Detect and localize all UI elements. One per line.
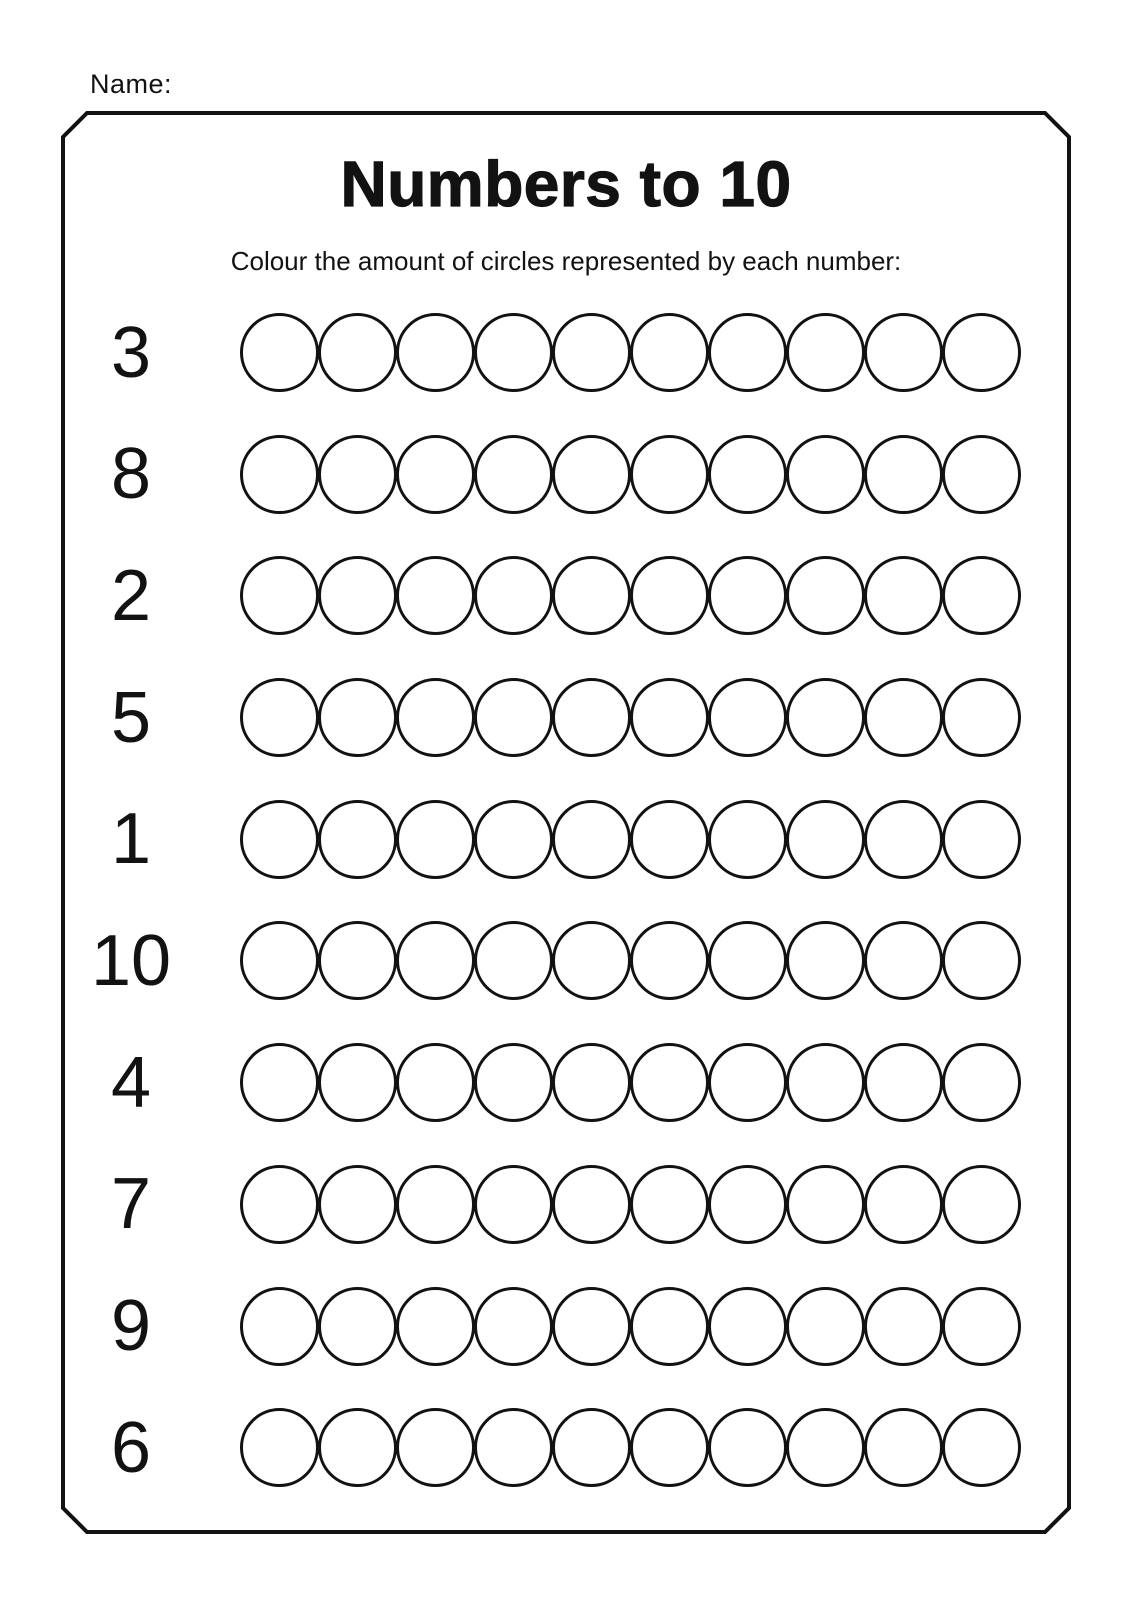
colour-circle[interactable] bbox=[864, 800, 943, 879]
colour-circle[interactable] bbox=[786, 678, 865, 757]
colour-circle[interactable] bbox=[630, 678, 709, 757]
colour-circle[interactable] bbox=[318, 313, 397, 392]
colour-circle[interactable] bbox=[474, 1043, 553, 1122]
colour-circle[interactable] bbox=[240, 921, 319, 1000]
colour-circle[interactable] bbox=[942, 435, 1021, 514]
colour-circle[interactable] bbox=[474, 435, 553, 514]
colour-circle[interactable] bbox=[864, 921, 943, 1000]
colour-circle[interactable] bbox=[864, 1287, 943, 1366]
worksheet-row bbox=[61, 657, 1071, 779]
colour-circle[interactable] bbox=[318, 800, 397, 879]
colour-circle[interactable] bbox=[474, 800, 553, 879]
colour-circle[interactable] bbox=[630, 1165, 709, 1244]
colour-circle[interactable] bbox=[708, 556, 787, 635]
worksheet-row bbox=[61, 1144, 1071, 1266]
colour-circle[interactable] bbox=[708, 435, 787, 514]
worksheet-rows bbox=[61, 292, 1071, 1509]
colour-circle[interactable] bbox=[396, 800, 475, 879]
worksheet-row bbox=[61, 778, 1071, 900]
colour-circle[interactable] bbox=[630, 800, 709, 879]
colour-circle[interactable] bbox=[240, 1043, 319, 1122]
colour-circle[interactable] bbox=[318, 435, 397, 514]
colour-circle[interactable] bbox=[240, 1165, 319, 1244]
colour-circle[interactable] bbox=[942, 1408, 1021, 1487]
row-number-label: 5 bbox=[110, 677, 152, 758]
colour-circle[interactable] bbox=[318, 1165, 397, 1244]
colour-circle[interactable] bbox=[708, 678, 787, 757]
worksheet-row bbox=[61, 535, 1071, 657]
colour-circle[interactable] bbox=[786, 800, 865, 879]
colour-circle[interactable] bbox=[786, 1165, 865, 1244]
circle-row bbox=[240, 1043, 1021, 1122]
colour-circle[interactable] bbox=[318, 921, 397, 1000]
colour-circle[interactable] bbox=[474, 313, 553, 392]
worksheet-row bbox=[61, 1022, 1071, 1144]
colour-circle[interactable] bbox=[942, 1165, 1021, 1244]
row-number-label: 6 bbox=[110, 1407, 152, 1488]
colour-circle[interactable] bbox=[552, 678, 631, 757]
colour-circle[interactable] bbox=[240, 1408, 319, 1487]
colour-circle[interactable] bbox=[708, 1043, 787, 1122]
colour-circle[interactable] bbox=[474, 1287, 553, 1366]
row-number-label: 4 bbox=[110, 1042, 152, 1123]
colour-circle[interactable] bbox=[552, 1408, 631, 1487]
colour-circle[interactable] bbox=[786, 435, 865, 514]
colour-circle[interactable] bbox=[552, 435, 631, 514]
colour-circle[interactable] bbox=[474, 556, 553, 635]
colour-circle[interactable] bbox=[864, 313, 943, 392]
colour-circle[interactable] bbox=[630, 556, 709, 635]
colour-circle[interactable] bbox=[240, 313, 319, 392]
colour-circle[interactable] bbox=[240, 678, 319, 757]
colour-circle[interactable] bbox=[786, 1408, 865, 1487]
colour-circle[interactable] bbox=[240, 556, 319, 635]
colour-circle[interactable] bbox=[396, 435, 475, 514]
colour-circle[interactable] bbox=[240, 435, 319, 514]
row-number-label: 7 bbox=[110, 1164, 152, 1245]
colour-circle[interactable] bbox=[318, 1287, 397, 1366]
worksheet-row bbox=[61, 900, 1071, 1022]
colour-circle[interactable] bbox=[864, 1165, 943, 1244]
colour-circle[interactable] bbox=[630, 1408, 709, 1487]
colour-circle[interactable] bbox=[630, 435, 709, 514]
circle-row bbox=[240, 556, 1021, 635]
colour-circle[interactable] bbox=[864, 678, 943, 757]
colour-circle[interactable] bbox=[786, 1043, 865, 1122]
circle-row bbox=[240, 678, 1021, 757]
colour-circle[interactable] bbox=[942, 1043, 1021, 1122]
colour-circle[interactable] bbox=[552, 1043, 631, 1122]
row-number-label: 9 bbox=[110, 1286, 152, 1367]
colour-circle[interactable] bbox=[318, 1408, 397, 1487]
colour-circle[interactable] bbox=[942, 1287, 1021, 1366]
colour-circle[interactable] bbox=[786, 921, 865, 1000]
colour-circle[interactable] bbox=[786, 556, 865, 635]
colour-circle[interactable] bbox=[942, 313, 1021, 392]
colour-circle[interactable] bbox=[474, 1165, 553, 1244]
colour-circle[interactable] bbox=[318, 1043, 397, 1122]
colour-circle[interactable] bbox=[396, 921, 475, 1000]
circle-row bbox=[240, 1287, 1021, 1366]
circle-row bbox=[240, 1165, 1021, 1244]
colour-circle[interactable] bbox=[474, 1408, 553, 1487]
colour-circle[interactable] bbox=[708, 1287, 787, 1366]
worksheet-row bbox=[61, 1387, 1071, 1509]
circle-row bbox=[240, 313, 1021, 392]
row-number-label: 2 bbox=[110, 555, 152, 636]
colour-circle[interactable] bbox=[474, 678, 553, 757]
colour-circle[interactable] bbox=[864, 1408, 943, 1487]
row-number-label: 1 bbox=[110, 799, 152, 880]
colour-circle[interactable] bbox=[630, 313, 709, 392]
circle-row bbox=[240, 1408, 1021, 1487]
circle-row bbox=[240, 921, 1021, 1000]
colour-circle[interactable] bbox=[942, 921, 1021, 1000]
colour-circle[interactable] bbox=[474, 921, 553, 1000]
worksheet-row bbox=[61, 292, 1071, 414]
colour-circle[interactable] bbox=[318, 556, 397, 635]
colour-circle[interactable] bbox=[630, 1287, 709, 1366]
colour-circle[interactable] bbox=[552, 921, 631, 1000]
colour-circle[interactable] bbox=[552, 1165, 631, 1244]
colour-circle[interactable] bbox=[396, 313, 475, 392]
colour-circle[interactable] bbox=[240, 800, 319, 879]
colour-circle[interactable] bbox=[864, 435, 943, 514]
page-title: Numbers to 10 bbox=[340, 148, 792, 220]
colour-circle[interactable] bbox=[708, 1408, 787, 1487]
row-number-label: 8 bbox=[110, 434, 152, 515]
colour-circle[interactable] bbox=[708, 921, 787, 1000]
colour-circle[interactable] bbox=[864, 556, 943, 635]
colour-circle[interactable] bbox=[318, 678, 397, 757]
colour-circle[interactable] bbox=[396, 678, 475, 757]
colour-circle[interactable] bbox=[630, 1043, 709, 1122]
colour-circle[interactable] bbox=[552, 1287, 631, 1366]
colour-circle[interactable] bbox=[396, 1043, 475, 1122]
colour-circle[interactable] bbox=[942, 800, 1021, 879]
colour-circle[interactable] bbox=[552, 313, 631, 392]
colour-circle[interactable] bbox=[396, 1408, 475, 1487]
colour-circle[interactable] bbox=[630, 921, 709, 1000]
worksheet-row bbox=[61, 413, 1071, 535]
circle-row bbox=[240, 800, 1021, 879]
colour-circle[interactable] bbox=[942, 678, 1021, 757]
colour-circle[interactable] bbox=[708, 800, 787, 879]
colour-circle[interactable] bbox=[552, 800, 631, 879]
colour-circle[interactable] bbox=[708, 1165, 787, 1244]
colour-circle[interactable] bbox=[396, 1287, 475, 1366]
instructions-text: Colour the amount of circles represented by each number: bbox=[230, 246, 902, 276]
colour-circle[interactable] bbox=[396, 556, 475, 635]
name-label: Name: bbox=[90, 69, 173, 99]
row-number-label: 3 bbox=[110, 312, 152, 393]
colour-circle[interactable] bbox=[708, 313, 787, 392]
row-number-label: 10 bbox=[90, 920, 172, 1001]
worksheet-row bbox=[61, 1265, 1071, 1387]
colour-circle[interactable] bbox=[942, 556, 1021, 635]
colour-circle[interactable] bbox=[552, 556, 631, 635]
colour-circle[interactable] bbox=[240, 1287, 319, 1366]
colour-circle[interactable] bbox=[396, 1165, 475, 1244]
colour-circle[interactable] bbox=[864, 1043, 943, 1122]
colour-circle[interactable] bbox=[786, 1287, 865, 1366]
colour-circle[interactable] bbox=[786, 313, 865, 392]
circle-row bbox=[240, 435, 1021, 514]
